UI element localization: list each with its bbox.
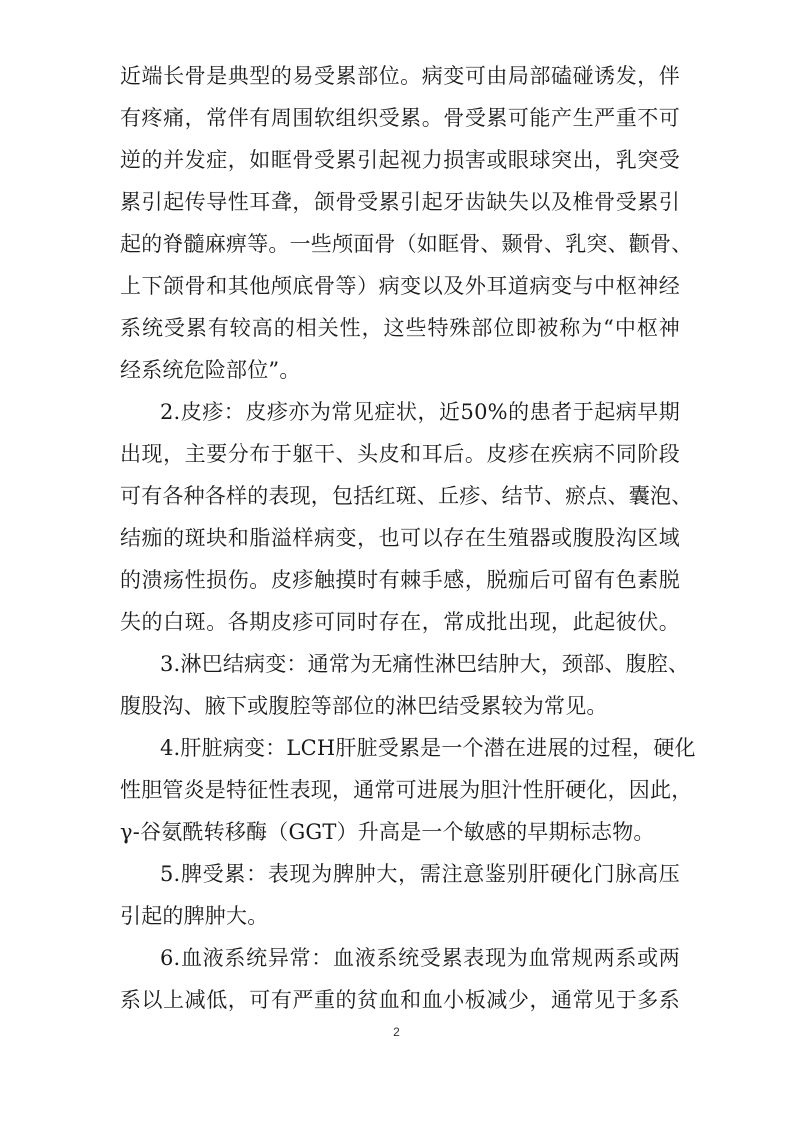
paragraph-line: 出现，主要分布于躯干、头皮和耳后。皮疹在疾病不同阶段 bbox=[120, 442, 680, 466]
paragraph-line: 系统受累有较高的相关性，这些特殊部位即被称为“中枢神 bbox=[120, 316, 680, 340]
paragraph-line: 有疼痛，常伴有周围软组织受累。骨受累可能产生严重不可 bbox=[120, 106, 680, 130]
paragraph-line: 2.皮疹：皮疹亦为常见症状，近50%的患者于起病早期 bbox=[160, 400, 680, 424]
paragraph-line: 性胆管炎是特征性表现，通常可进展为胆汁性肝硬化，因此， bbox=[120, 778, 693, 802]
paragraph-line: 失的白斑。各期皮疹可同时存在，常成批出现，此起彼伏。 bbox=[120, 610, 680, 634]
paragraph-line: 经系统危险部位”。 bbox=[120, 358, 301, 382]
paragraph-line: 逆的并发症，如眶骨受累引起视力损害或眼球突出，乳突受 bbox=[120, 148, 680, 172]
paragraph-line: 起的脊髓麻痹等。一些颅面骨（如眶骨、颞骨、乳突、颧骨、 bbox=[120, 232, 693, 256]
paragraph-line: 可有各种各样的表现，包括红斑、丘疹、结节、瘀点、囊泡、 bbox=[120, 484, 693, 508]
paragraph-line: 系以上减低，可有严重的贫血和血小板减少，通常见于多系 bbox=[120, 988, 680, 1012]
paragraph-line: 4.肝脏病变：LCH肝脏受累是一个潜在进展的过程，硬化 bbox=[160, 736, 696, 760]
paragraph-line: 5.脾受累：表现为脾肿大，需注意鉴别肝硬化门脉高压 bbox=[160, 862, 680, 886]
paragraph-line: γ-谷氨酰转移酶（GGT）升高是一个敏感的早期标志物。 bbox=[120, 820, 655, 844]
paragraph-line: 的溃疡性损伤。皮疹触摸时有棘手感，脱痂后可留有色素脱 bbox=[120, 568, 680, 592]
paragraph-line: 上下颌骨和其他颅底骨等）病变以及外耳道病变与中枢神经 bbox=[120, 274, 680, 298]
paragraph-line: 引起的脾肿大。 bbox=[120, 904, 269, 928]
paragraph-line: 6.血液系统异常：血液系统受累表现为血常规两系或两 bbox=[160, 946, 680, 970]
paragraph-line: 3.淋巴结病变：通常为无痛性淋巴结肿大，颈部、腹腔、 bbox=[160, 652, 690, 676]
paragraph-line: 累引起传导性耳聋，颌骨受累引起牙齿缺失以及椎骨受累引 bbox=[120, 190, 680, 214]
paragraph-line: 腹股沟、腋下或腹腔等部位的淋巴结受累较为常见。 bbox=[120, 694, 608, 718]
page-number: 2 bbox=[393, 1025, 400, 1039]
paragraph-line: 近端长骨是典型的易受累部位。病变可由局部磕碰诱发，伴 bbox=[120, 64, 680, 88]
paragraph-line: 结痂的斑块和脂溢样病变，也可以存在生殖器或腹股沟区域 bbox=[120, 526, 680, 550]
